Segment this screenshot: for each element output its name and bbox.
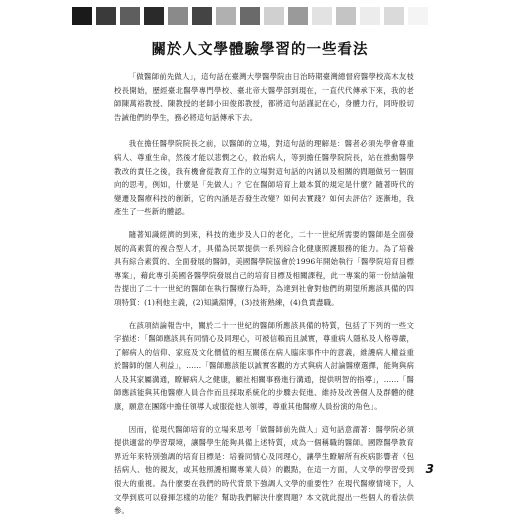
paragraph-5: 因而，從現代醫師培育的立場來思考「做醫師前先做人」這句話意謂著：醫學院必須提供適當的學習環境，讓醫學生能夠具備上述特質，成為一個稱職的醫師。國際醫學教育界近年來特別強調的培育目標是：培養同情心及同理心，讓學生瞭解所有疾病影響者（包括病人、他的親友，或其他照護相關專業人員）的觀點，在這一方面，人文學的學習受到很大的重視。為什麼要在我們的時代背景下強調人文學的重要性？在現代醫療情境下，人文學到底可以發揮怎樣的功能？幫助我們解決什麼問題？本文就此提出一些個人的看法供參。 <box>114 424 414 516</box>
page-number: 3 <box>425 462 434 476</box>
decoration-square <box>408 7 428 25</box>
paragraph-3: 隨著知識經濟的到來，科技的進步及人口的老化，二十一世紀所需要的醫師是全面發展的高素質的複合型人才，具備為民眾提供一系列綜合化健康照護服務的能力。為了培養具有綜合素質的、全面發展的醫師，美國醫學院協會於1996年開始執行「醫學院培育目標專案」，藉此專引美國各醫學院發展自己的培育目標及相關課程，此一專案的第一份結論報告提出了二十一世紀的醫師在執行醫療行為時，為達到社會對他們的期望所應該具備的四項特質：(1)利他主義，(2)知識淵博，(3)技術熟練，(4)負責盡職。 <box>114 229 414 307</box>
decoration-square <box>168 7 188 25</box>
decoration-square <box>216 7 236 25</box>
decoration-square <box>336 7 356 25</box>
body-text <box>114 70 414 527</box>
decoration-square <box>288 7 308 25</box>
decoration-square <box>360 7 380 25</box>
decoration-square <box>312 7 332 25</box>
header-decoration <box>72 7 447 25</box>
decoration-square <box>192 7 212 25</box>
paragraph-2: 我在擔任醫學院院長之前，以醫師的立場，對這句話的理解是：醫者必須先學會尊重病人、尊重生命，然後才能以悲憫之心，救治病人，等到擔任醫學院院長，站在推動醫學教改的責任之後，我有機會從教育工作的立場對這句話的內涵以及相關的問題做另一個面向的思考，例如，什麼是「先做人」？它在醫師培育上最本質的規定是什麼？隨著時代的變遷及醫療科技的創新，它的內涵是否發生改變？如何去實踐？如何去評估？逐漸地，我產生了一些新的體認。 <box>114 139 414 217</box>
decoration-square <box>384 7 404 25</box>
decoration-square <box>264 7 284 25</box>
decoration-square <box>72 7 92 25</box>
paragraph-1: 「做醫師前先做人」，這句話在臺灣大學醫學院由日治時期臺灣總督府醫學校高木友枝校長開始，歷經臺北醫學專門學校、臺北帝大醫學部到現在，一直代代傳承下來，我的老師陳萬裕教授、陳教授的老師小田俊郎教授，都將這句話謹記在心，身體力行，同時殷切告誡他們的學生，務必將這句話傳承下去。 <box>114 72 414 122</box>
page-title: 關於人文學體驗學習的一些看法 <box>151 42 369 58</box>
decoration-square <box>96 7 116 25</box>
decoration-square <box>144 7 164 25</box>
paragraph-4: 在該項結論報告中，關於二十一世紀的醫師所應該具備的特質，包括了下列的一些文字描述：「醫師應該具有同情心及同理心，可被信賴而且誠實，尊重病人隱私及人格尊嚴，了解病人的信仰、家庭及文化價值的相互關係在病人臨床事件中的意義，維護病人權益重於醫師的個人利益」，……「醫師應該能以誠實客觀的方式與病人討論醫療選擇，能夠與病人及其家屬溝通，瞭解病人之健康，顧社相關事務進行溝通，提供明智的指導」，……「醫師應該能與其他醫療人員合作而且採取系統化的步驟去促進、維持及改善個人及群體的健康，願意在團隊中擔任領導人或服從他人領導，尊重其他醫療人員扮演的角色」。 <box>114 320 414 412</box>
decoration-square <box>240 7 260 25</box>
decoration-square <box>120 7 140 25</box>
